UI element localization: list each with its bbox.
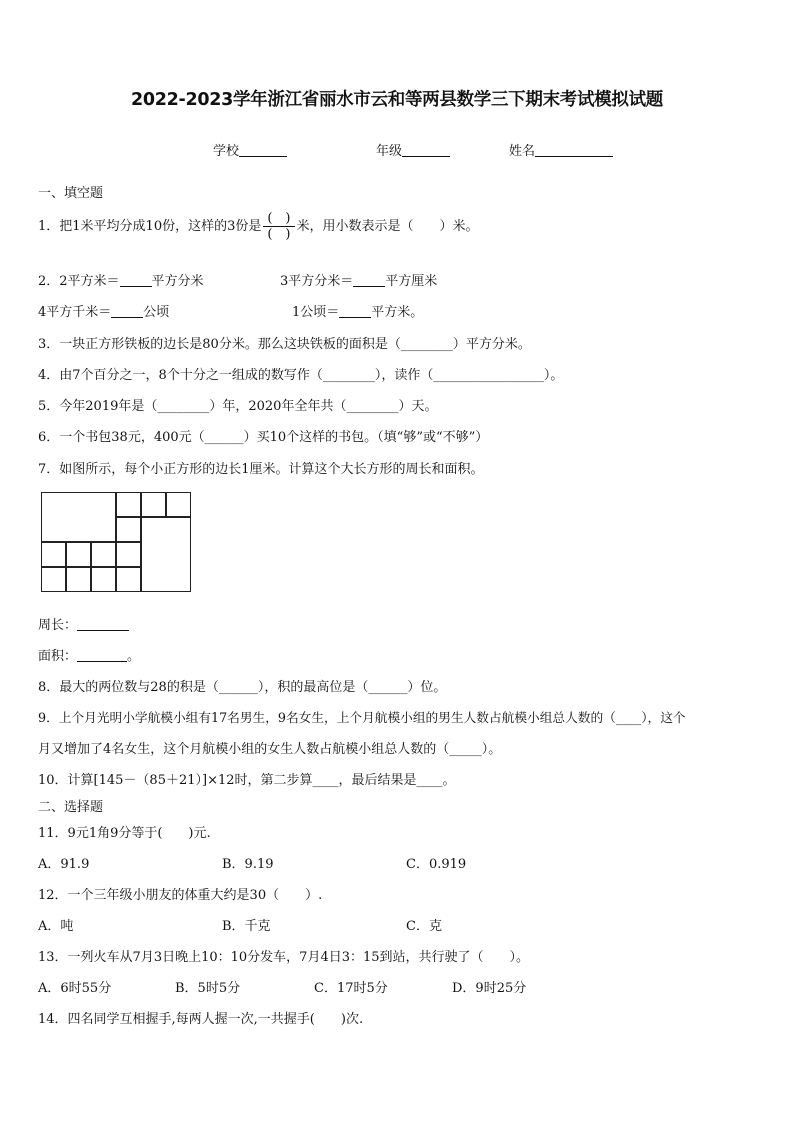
perimeter-blank[interactable] — [77, 617, 129, 631]
q2b-blank[interactable] — [353, 273, 385, 287]
small-square — [66, 542, 91, 567]
school-field[interactable] — [213, 140, 287, 159]
q1-suffix: 米，用小数表示是（ ）米。 — [296, 219, 479, 234]
q13-option-a[interactable]: A．6时55分 — [38, 981, 112, 996]
question-14: 14．四名同学互相握手,每两人握一次,一共握手( )次. — [38, 1012, 364, 1027]
area-label: 面积： — [38, 649, 78, 664]
rectangle-grid-figure — [41, 492, 191, 592]
fraction-denominator: ( ) — [267, 227, 291, 242]
q2b-unit: 平方厘米 — [385, 274, 438, 289]
question-2c — [38, 301, 169, 320]
perimeter-label: 周长： — [38, 618, 78, 633]
q13-option-b[interactable]: B．5时5分 — [175, 981, 241, 996]
name-blank[interactable] — [535, 143, 613, 157]
school-blank[interactable] — [239, 143, 287, 157]
question-1 — [38, 211, 479, 242]
school-label: 学校 — [213, 144, 240, 159]
q11-option-a[interactable]: A．91.9 — [38, 857, 90, 872]
name-field[interactable] — [509, 140, 613, 159]
section-fill-blank: 一、填空题 — [38, 186, 104, 201]
fraction-numerator: ( ) — [267, 211, 291, 226]
small-square — [91, 542, 116, 567]
question-13: 13．一列火车从7月3日晚上10：10分发车，7月4日3：15到站，共行驶了（ ）。 — [38, 950, 530, 965]
q2c-unit: 公顷 — [143, 305, 170, 320]
small-square — [91, 567, 116, 592]
question-5: 5．今年2019年是（________）年，2020年全年共（________）天。 — [38, 399, 438, 414]
page-title: 2022-2023学年浙江省丽水市云和等两县数学三下期末考试模拟试题 — [131, 90, 663, 110]
top-left-block — [41, 492, 116, 542]
q2a-unit: 平方分米 — [151, 274, 204, 289]
q12-option-a[interactable]: A．吨 — [38, 919, 74, 934]
small-square — [116, 567, 141, 592]
small-square — [166, 492, 191, 517]
question-4: 4．由7个百分之一，8个十分之一组成的数写作（________），读作（_________________）。 — [38, 368, 564, 383]
q2a-blank[interactable] — [120, 273, 152, 287]
small-square — [116, 492, 141, 517]
question-9-line2: 月又增加了4名女生，这个月航模小组的女生人数占航模小组总人数的（_____）。 — [38, 742, 502, 757]
q13-option-c[interactable]: C．17时5分 — [314, 981, 388, 996]
q1-prefix: 1．把1米平均分成10份，这样的3份是 — [38, 219, 262, 234]
q2d-text: 1公顷＝ — [292, 305, 340, 320]
q2d-blank[interactable] — [339, 304, 371, 318]
small-square — [141, 492, 166, 517]
grade-field[interactable] — [376, 140, 450, 159]
name-label: 姓名 — [509, 144, 536, 159]
question-6: 6．一个书包38元，400元（______）买10个这样的书包。（填“够”或“不够”） — [38, 430, 489, 445]
question-2d — [292, 301, 423, 320]
question-2a — [38, 270, 204, 289]
question-10: 10．计算[145－（85＋21）]×12时，第二步算____，最后结果是____。 — [38, 773, 456, 788]
q11-option-c[interactable]: C．0.919 — [406, 857, 467, 872]
q2a-text: 2．2平方米＝ — [38, 274, 120, 289]
question-8: 8．最大的两位数与28的积是（______），积的最高位是（______）位。 — [38, 680, 447, 695]
question-3: 3．一块正方形铁板的边长是80分米。那么这块铁板的面积是（________）平方分米。 — [38, 337, 531, 352]
q11-option-b[interactable]: B．9.19 — [222, 857, 274, 872]
small-square — [116, 517, 141, 542]
area-answer — [38, 645, 140, 664]
q2d-unit: 平方米。 — [371, 305, 424, 320]
q2b-text: 3平方分米＝ — [280, 274, 354, 289]
q2c-blank[interactable] — [111, 304, 143, 318]
question-2b — [280, 270, 437, 289]
q2c-text: 4平方千米＝ — [38, 305, 112, 320]
fraction[interactable] — [263, 211, 294, 242]
q12-option-c[interactable]: C．克 — [406, 919, 442, 934]
q13-option-d[interactable]: D．9时25分 — [452, 981, 527, 996]
small-square — [41, 567, 66, 592]
area-end: 。 — [127, 649, 141, 664]
question-11: 11．9元1角9分等于( )元. — [38, 826, 211, 841]
grade-label: 年级 — [376, 144, 403, 159]
question-7: 7．如图所示，每个小正方形的边长1厘米。计算这个大长方形的周长和面积。 — [38, 462, 484, 477]
grade-blank[interactable] — [402, 143, 450, 157]
question-12: 12．一个三年级小朋友的体重大约是30（ ）. — [38, 888, 323, 903]
small-square — [41, 542, 66, 567]
section-multiple-choice: 二、选择题 — [38, 800, 104, 815]
right-block — [141, 517, 191, 592]
area-blank[interactable] — [77, 648, 127, 662]
perimeter-answer — [38, 614, 129, 633]
small-square — [66, 567, 91, 592]
small-square — [116, 542, 141, 567]
q12-option-b[interactable]: B．千克 — [222, 919, 271, 934]
question-9-line1: 9．上个月光明小学航模小组有17名男生，9名女生，上个月航模小组的男生人数占航模小组总人数的（____），这个 — [38, 710, 686, 725]
